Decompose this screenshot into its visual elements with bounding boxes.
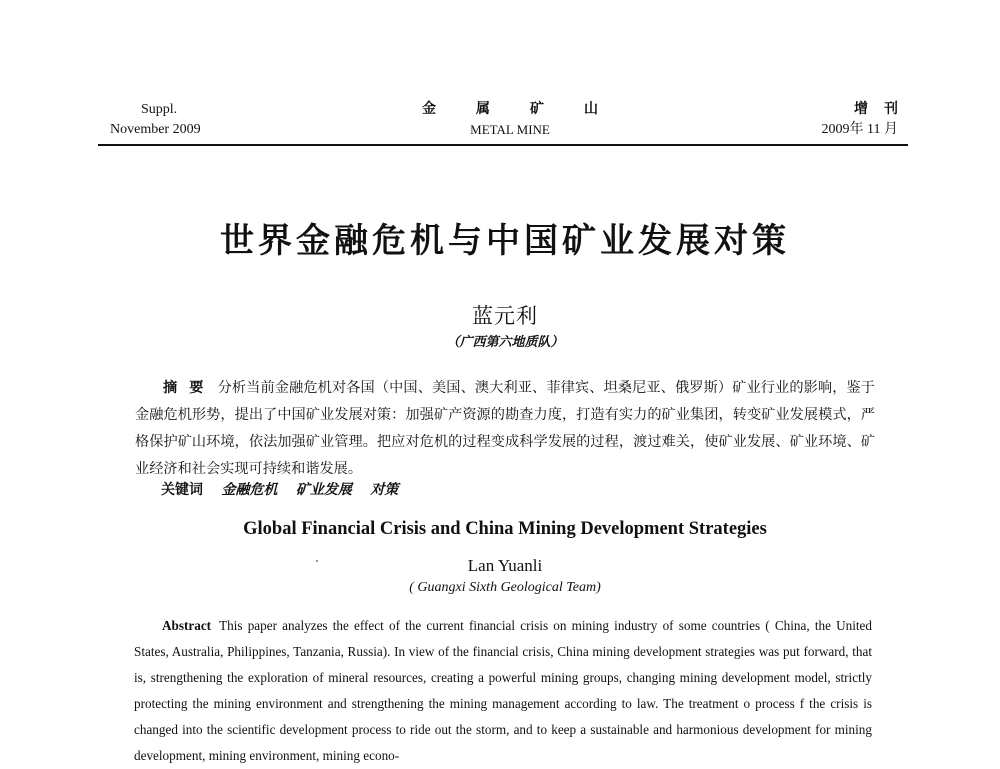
article-title-cn: 世界金融危机与中国矿业发展对策 <box>220 221 790 261</box>
author-name-cn: 蓝元利 <box>472 304 538 328</box>
abstract-en-text: This paper analyzes the effect of the current financial crisis on mining industry of some countries ( China, the United States, Australia, Philippines, Tanzania, Russia). In view of the financial crisis, China mining development strategies was put forward, that is, strengthening the exploration of mineral resources, creating a powerful mining groups, changing mining development model, strictly protecting the mining environment and strengthening the mining management according to law. The treatment o process f the crisis is changed into the scientific development process to ride out the storm, and to keep a sustainable and harmonious development for mining development, mining environment, mining econo- <box>134 618 872 763</box>
journal-name-en: METAL MINE <box>470 122 550 137</box>
header-right <box>760 100 914 140</box>
keyword-cn: 金融危机 <box>221 482 278 498</box>
keywords-cn <box>161 479 881 501</box>
header-suppl: Suppl. <box>141 102 178 117</box>
abstract-cn-text: 分析当前金融危机对各国（中国、美国、澳大利亚、菲律宾、坦桑尼亚、俄罗斯）矿业行业的影响，鉴于金融危机形势，提出了中国矿业发展对策：加强矿产资源的勘查力度，打造有实力的矿业集团，转变矿业发展模式，严格保护矿山环境，依法加强矿业管理。把应对危机的过程变成科学发展的过程，渡过难关，使矿业发展、矿业环境、矿业经济和社会实现可持续和谐发展。 <box>135 380 875 477</box>
abstract-cn <box>135 375 875 483</box>
author-name-en: Lan Yuanli <box>467 556 543 575</box>
abstract-cn-label: 摘要 <box>163 380 216 396</box>
keyword-cn: 对策 <box>370 482 399 498</box>
article-title-en: Global Financial Crisis and China Mining Development Strategies <box>243 519 767 539</box>
keywords-cn-label: 关键词 <box>161 482 203 498</box>
header-date-cn: 2009年 11 月 <box>821 122 898 137</box>
author-affiliation-cn: （广西第六地质队） <box>446 335 564 350</box>
abstract-en-label: Abstract <box>162 618 212 633</box>
header-supplement-cn: 增刊 <box>854 102 914 117</box>
header-rule <box>98 144 908 146</box>
header-journal <box>380 100 640 140</box>
header-date-en: November 2009 <box>110 122 201 137</box>
abstract-en <box>134 613 872 769</box>
keyword-cn: 矿业发展 <box>295 482 352 498</box>
author-affiliation-en: ( Guangxi Sixth Geological Team) <box>409 580 601 595</box>
journal-name-cn: 金属矿山 <box>422 102 638 117</box>
